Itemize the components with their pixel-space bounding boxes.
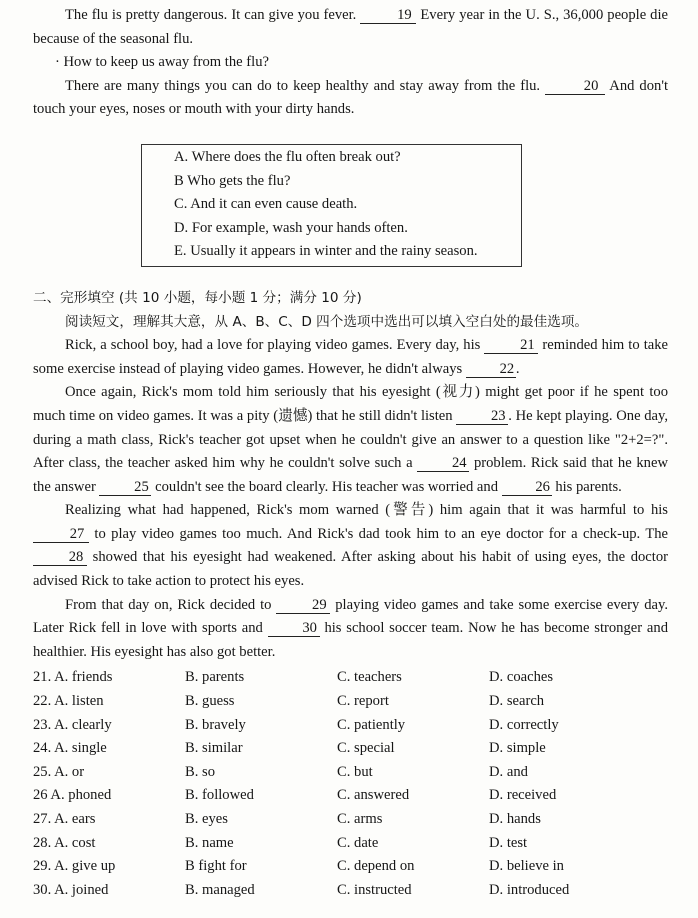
blank-28[interactable]: 28 xyxy=(33,549,87,566)
box-option: B Who gets the flu? xyxy=(174,172,291,189)
passage2-paragraph2: Once again, Rick's mom told him seriously that his eyesight (视力) might get poor if he spent too much time on video games. It was a pity (遗憾) that he still didn't listen 23 . He kept playing. One day, during a math class, Rick's teacher got upset when he couldn't give an answer to a question like "2+2=?". After class, the teacher asked him why he couldn't solve such a 24 problem. Rick said that he knew the answer 25 couldn't see the board clearly. His teacher was worried and 26 his parents. xyxy=(33,384,669,495)
passage1-paragraph2: There are many things you can do to keep healthy and stay away from the flu. 20 And don't touch your eyes, noses or mouth with your dirty hands. xyxy=(33,77,669,118)
blank-21[interactable]: 21 xyxy=(484,337,538,354)
question-row: 23. A. clearly B. bravely C. patiently D. correctly xyxy=(33,716,559,733)
question-row: 29. A. give up B fight for C. depend on D. believe in xyxy=(33,858,564,875)
answer-options xyxy=(33,666,668,902)
blank-20[interactable]: 20 xyxy=(545,78,605,95)
passage2-paragraph3: Realizing what had happened, Rick's mom warned (警告) him again that it was harmful to his 27 to play video games too much. And Rick's dad took him to an eye doctor for a check-up. The 28 showed that his eyesight had weakened. After asking about his habit of using eyes, the doctor advised Rick to take action to protect his eyes. xyxy=(33,502,669,590)
question-row: 25. A. or B. so C. but D. and xyxy=(33,763,528,780)
question-row: 27. A. ears B. eyes C. arms D. hands xyxy=(33,811,541,827)
blank-25[interactable]: 25 xyxy=(99,479,151,496)
sentence-options-box xyxy=(141,144,522,267)
section2-heading: 二、完形填空 (共 10 小题，每小题 1 分；满分 10 分) xyxy=(33,289,362,306)
question-row: 26 A. phoned B. followed C. answered D. received xyxy=(33,787,557,804)
question-row: 22. A. listen B. guess C. report D. search xyxy=(33,693,545,710)
blank-30[interactable]: 30 xyxy=(268,620,320,637)
bullet-question: · How to keep us away from the flu? xyxy=(55,54,269,71)
question-row: 28. A. cost B. name C. date D. test xyxy=(33,834,528,851)
box-option: D. For example, wash your hands often. xyxy=(174,219,408,236)
box-option: A. Where does the flu often break out? xyxy=(174,148,401,165)
question-row: 21. A. friends B. parents C. teachers D. coaches xyxy=(33,669,554,686)
passage2-paragraph4: From that day on, Rick decided to 29 playing video games and take some exercise every day. Later Rick fell in love with sports and 30 his school soccer team. Now he has become stronger and healthier. His eyesight has also got better. xyxy=(33,596,668,660)
passage1-paragraph1: The flu is pretty dangerous. It can give you fever. 19 Every year in the U. S., 36,000 people die because of the seasonal flu. xyxy=(33,7,669,47)
blank-27[interactable]: 27 xyxy=(33,526,89,543)
blank-24[interactable]: 24 xyxy=(417,455,469,472)
question-row: 30. A. joined B. managed C. instructed D. introduced xyxy=(33,881,570,898)
blank-29[interactable]: 29 xyxy=(276,597,330,614)
section2-instruction: 阅读短文，理解其大意，从 A、B、C、D 四个选项中选出可以填入空白处的最佳选项。 xyxy=(65,313,589,330)
blank-19[interactable]: 19 xyxy=(360,7,416,24)
question-row: 24. A. single B. similar C. special D. simple xyxy=(33,740,546,757)
blank-22[interactable]: 22 xyxy=(466,361,516,378)
box-option: E. Usually it appears in winter and the rainy season. xyxy=(174,243,478,260)
blank-23[interactable]: 23 xyxy=(456,408,508,425)
passage2-paragraph1: Rick, a school boy, had a love for playing video games. Every day, his 21 reminded him to take some exercise instead of playing video games. However, he didn't always 22 . xyxy=(33,337,669,377)
blank-26[interactable]: 26 xyxy=(502,479,552,496)
box-option: C. And it can even cause death. xyxy=(174,196,358,213)
